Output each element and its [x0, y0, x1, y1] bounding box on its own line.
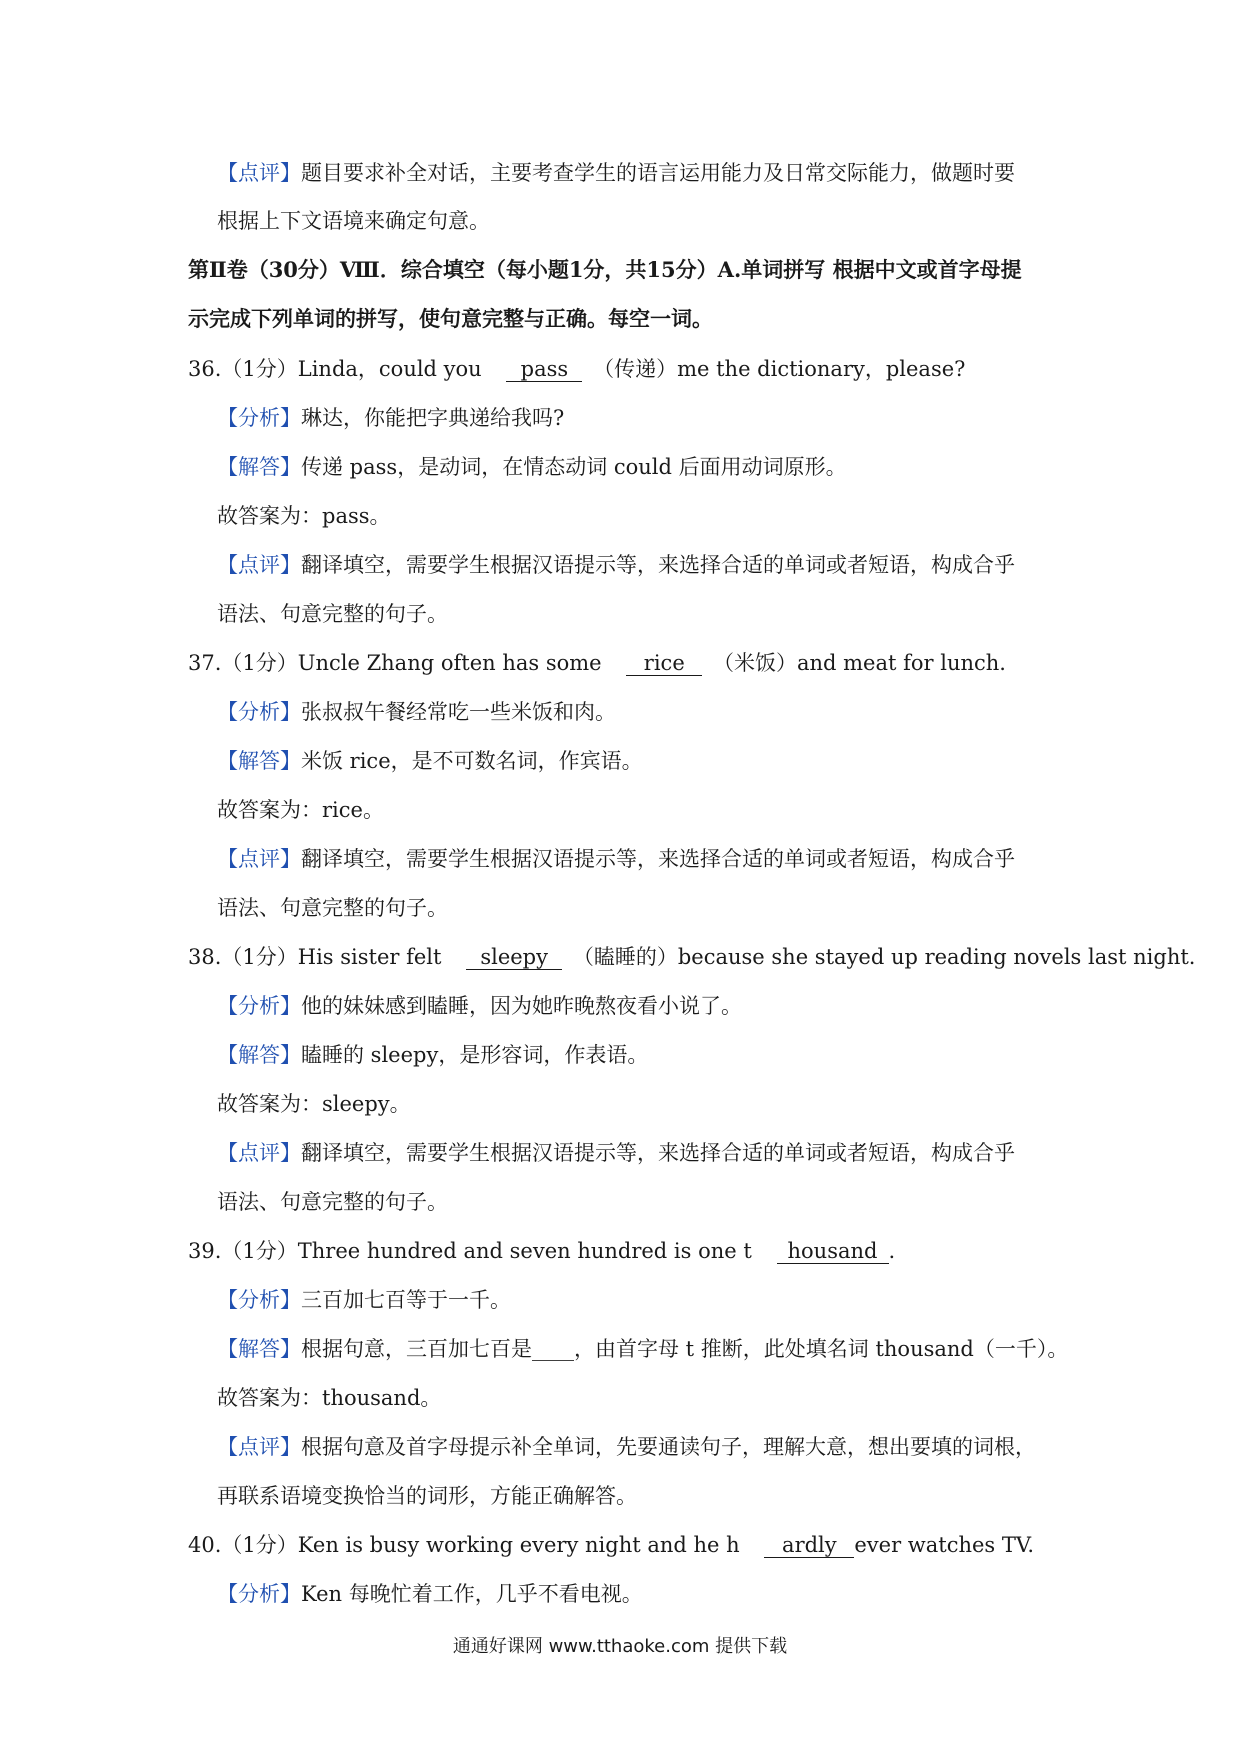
question-text-before: Three hundred and seven hundred is one t	[297, 1239, 752, 1263]
analysis-text: 他的妹妹感到瞌睡，因为她昨晚熬夜看小说了。	[301, 994, 742, 1018]
comment-38-line1	[217, 1138, 1060, 1168]
question-37	[188, 648, 1060, 678]
comment-text: 题目要求补全对话，主要考查学生的语言运用能力及日常交际能力，做题时要	[301, 161, 1015, 185]
question-text-before: Linda，could you	[297, 357, 482, 381]
question-text-after: ever watches TV.	[854, 1533, 1035, 1557]
comment-text: 根据句意及首字母提示补全单词，先要通读句子，理解大意，想出要填的词根，	[301, 1435, 1036, 1459]
answer-blank: ardly	[764, 1533, 854, 1558]
answer-tag: 【解答】	[217, 455, 301, 479]
answer-36	[217, 452, 1060, 482]
comment-tag: 【点评】	[217, 847, 301, 871]
analysis-text: Ken 每晚忙着工作，几乎不看电视。	[301, 1582, 643, 1606]
comment-tag: 【点评】	[217, 161, 301, 185]
question-text-before: Uncle Zhang often has some	[297, 651, 602, 675]
analysis-tag: 【分析】	[217, 406, 301, 430]
answer-tag: 【解答】	[217, 749, 301, 773]
answer-blank: housand	[777, 1239, 889, 1264]
question-text-after: （传递）me the dictionary，please?	[593, 357, 966, 381]
analysis-tag: 【分析】	[217, 1288, 301, 1312]
comment-39-line2: 再联系语境变换恰当的词形，方能正确解答。	[217, 1484, 637, 1508]
comment-36-line1	[217, 550, 1060, 580]
comment-38-line2: 语法、句意完整的句子。	[217, 1190, 448, 1214]
question-number: 36.（1分）	[188, 357, 298, 381]
comment-36-line2: 语法、句意完整的句子。	[217, 602, 448, 626]
analysis-text: 张叔叔午餐经常吃一些米饭和肉。	[301, 700, 616, 724]
comment-39-line1	[217, 1432, 1060, 1462]
question-number: 37.（1分）	[188, 651, 298, 675]
comment-text: 翻译填空，需要学生根据汉语提示等，来选择合适的单词或者短语，构成合乎	[301, 553, 1015, 577]
question-39	[188, 1236, 1060, 1266]
section-heading-line1: 第Ⅱ卷（30分）Ⅷ．综合填空（每小题1分，共15分）A.单词拼写 根据中文或首字母提	[188, 257, 1022, 282]
answer-39	[217, 1334, 1069, 1364]
analysis-39	[217, 1285, 1060, 1315]
section-heading-line2: 示完成下列单词的拼写，使句意完整与正确。每空一词。	[188, 306, 713, 331]
answer-blank: sleepy	[466, 945, 562, 970]
analysis-37	[217, 697, 1060, 727]
final-answer-37: 故答案为：rice。	[217, 798, 384, 822]
question-36	[188, 354, 1060, 384]
final-answer-36: 故答案为：pass。	[217, 504, 391, 528]
comment-tag: 【点评】	[217, 1435, 301, 1459]
question-text-after: .	[888, 1239, 896, 1263]
analysis-tag: 【分析】	[217, 994, 301, 1018]
analysis-tag: 【分析】	[217, 1582, 301, 1606]
comment-tag: 【点评】	[217, 553, 301, 577]
question-text-after: （瞌睡的）because she stayed up reading novels last night.	[572, 945, 1196, 969]
question-40	[188, 1530, 1060, 1560]
answer-tag: 【解答】	[217, 1337, 301, 1361]
analysis-text: 三百加七百等于一千。	[301, 1288, 511, 1312]
page-footer: 通通好课网 www.tthaoke.com 提供下载	[452, 1636, 788, 1657]
question-number: 39.（1分）	[188, 1239, 298, 1263]
answer-tag: 【解答】	[217, 1043, 301, 1067]
top-comment-line2: 根据上下文语境来确定句意。	[217, 209, 490, 233]
analysis-36	[217, 403, 1060, 433]
answer-text: 瞌睡的 sleepy，是形容词，作表语。	[301, 1043, 649, 1067]
answer-38	[217, 1040, 1060, 1070]
top-comment-line1	[217, 158, 1060, 188]
answer-text: 根据句意，三百加七百是____，由首字母 t 推断，此处填名词 thousand（一千）。	[301, 1337, 1069, 1361]
answer-text: 传递 pass，是动词，在情态动词 could 后面用动词原形。	[301, 455, 847, 479]
answer-37	[217, 746, 1060, 776]
answer-blank: rice	[626, 651, 702, 676]
final-answer-38: 故答案为：sleepy。	[217, 1092, 411, 1116]
analysis-38	[217, 991, 1060, 1021]
comment-text: 翻译填空，需要学生根据汉语提示等，来选择合适的单词或者短语，构成合乎	[301, 1141, 1015, 1165]
comment-37-line1	[217, 844, 1060, 874]
comment-tag: 【点评】	[217, 1141, 301, 1165]
comment-text: 翻译填空，需要学生根据汉语提示等，来选择合适的单词或者短语，构成合乎	[301, 847, 1015, 871]
question-text-after: （米饭）and meat for lunch.	[712, 651, 1006, 675]
analysis-text: 琳达，你能把字典递给我吗?	[301, 406, 565, 430]
analysis-tag: 【分析】	[217, 700, 301, 724]
final-answer-39: 故答案为：thousand。	[217, 1386, 442, 1410]
question-number: 40.（1分）	[188, 1533, 298, 1557]
comment-37-line2: 语法、句意完整的句子。	[217, 896, 448, 920]
answer-text: 米饭 rice，是不可数名词，作宾语。	[301, 749, 643, 773]
analysis-40	[217, 1579, 1060, 1609]
question-text-before: Ken is busy working every night and he h	[297, 1533, 740, 1557]
question-text-before: His sister felt	[297, 945, 442, 969]
question-number: 38.（1分）	[188, 945, 298, 969]
answer-blank: pass	[506, 357, 582, 382]
question-38	[188, 942, 1196, 972]
